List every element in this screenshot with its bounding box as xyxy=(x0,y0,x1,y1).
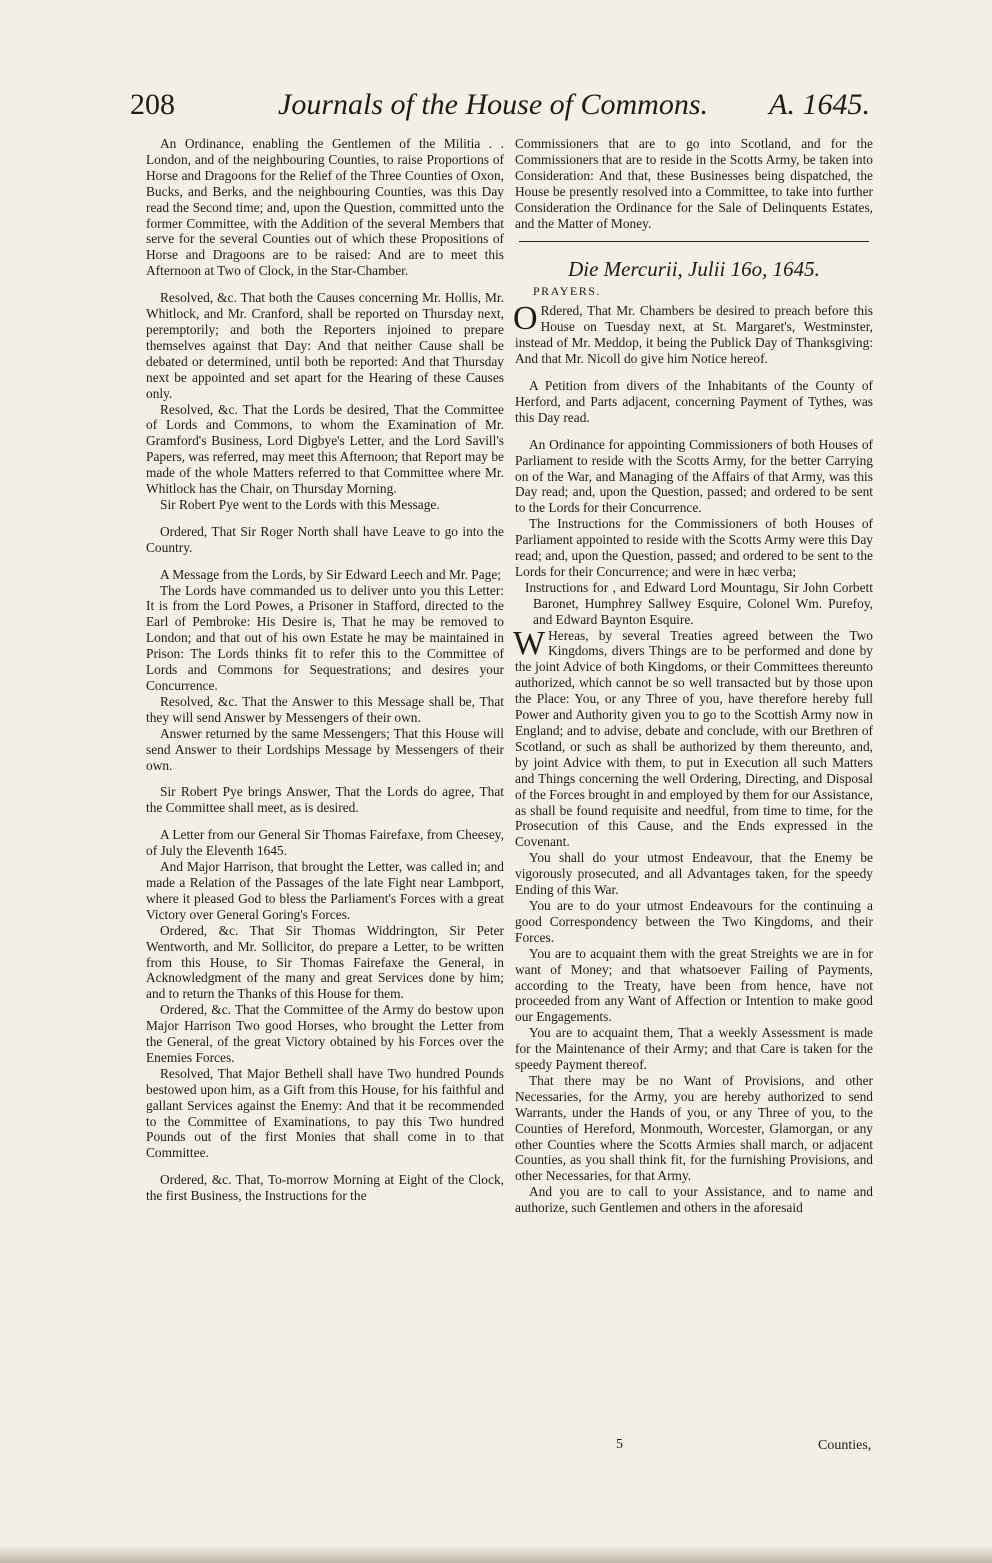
paragraph: You are to acquaint them, That a weekly Assessment is made for the Maintenance of their Army; and that Care is taken for the speedy Payment thereof. xyxy=(515,1025,873,1073)
drop-cap: W xyxy=(513,624,546,662)
paragraph: An Ordinance for appointing Commissioners of both Houses of Parliament to reside with the Scotts Army, for the better Carrying on of the War, and Managing of the Affairs of that Army, was this Day read; and, upon the Question, passed; and ordered to be sent to the Lords for their Concurrence. xyxy=(515,436,873,516)
paragraph: Resolved, That Major Bethell shall have Two hundred Pounds bestowed upon him, as a Gift from this House, for his faithful and gallant Services against the Enemy: And that it be recommended to the Committee of Examinations, to pay this Two hundred Pounds out of the first Monies that shall come in to that Committee. xyxy=(146,1065,504,1161)
paragraph: An Ordinance, enabling the Gentlemen of the Militia . . London, and of the neighbouring Counties, to raise Proportions of Horse and Dragoons for the Relief of the Three Counties of Oxon, Bucks, and Berks, and the neighbouring Counties, was this Day read the Second time; and, upon the Question, committed unto the former Committee, with the Addition of the several Members that serve for the several Counties out of which these Propositions of Horse and Dragoons are to be raised: And are to meet this Afternoon at Two of Clock, in the Star-Chamber. xyxy=(146,136,504,279)
section-divider xyxy=(519,241,869,242)
running-year: A. 1645. xyxy=(769,88,870,121)
paragraph: Resolved, &c. That the Answer to this Message shall be, That they will send Answer by Messengers of their own. xyxy=(146,693,504,725)
paragraph: Commissioners that are to go into Scotland, and for the Commissioners that are to reside in the Scotts Army, be taken into Consideration: And that, these Businesses being dispatched, the House be presently resolved into a Committee, to take into further Consideration the Ordinance for the Sale of Delinquents Estates, and the Matter of Money. xyxy=(515,136,873,231)
paragraph: W Hereas, by several Treaties agreed between the Two Kingdoms, divers Things are to be performed and done by the joint Advice of both Kingdoms, or their Committees thereunto authorized, which cannot be so well transacted but by those upon the Place: You, or any Three of you, have therefore hereby full Power and Authority given you to go to the Scottish Army now in England; and to advise, debate and conclude, with our Brethren of Scotland, or such as shall be authorized by them thereunto, and, by joint Advice with them, to put in Execution all such Matters and Things concerning the well Ordering, Directing, and Disposal of the Forces brought in and employed by them for our Assistance, as shall be found requisite and needful, from time to time, for the Prosecution of this Cause, and the Ends expressed in the Covenant. xyxy=(513,624,873,850)
instructions-heading: Instructions for , and Edward Lord Mountagu, Sir John Corbett Baronet, Humphrey Sallwey Esquire, Colonel Wm. Purefoy, and Edward Baynton Esquire. xyxy=(525,579,873,627)
paragraph: That there may be no Want of Provisions, and other Necessaries, for the Army, you are hereby authorized to send Warrants, under the Hands of you, or any Three of you, to the Counties of Hereford, Monmouth, Worcester, Glamorgan, or any other Counties where the Scotts Armies shall march, or adjacent Counties, as you shall think fit, for the furnishing Provisions, and other Necessaries, for that Army. xyxy=(515,1072,873,1184)
signature-mark: 5 xyxy=(616,1437,623,1452)
page-number: 208 xyxy=(130,88,175,121)
paragraph: A Letter from our General Sir Thomas Fairefaxe, from Cheesey, of July the Eleventh 1645. xyxy=(146,827,504,859)
date-heading: Die Mercurii, Julii 16o, 1645. xyxy=(568,257,820,282)
paragraph: A Petition from divers of the Inhabitants of the County of Herford, and Parts adjacent, concerning Payment of Tythes, was this Day read. xyxy=(515,377,873,425)
drop-cap: O xyxy=(513,300,538,338)
running-title: Journals of the House of Commons. xyxy=(278,88,708,121)
paragraph: Resolved, &c. That both the Causes concerning Mr. Hollis, Mr. Whitlock, and Mr. Cranford, shall be reported on Thursday next, peremptorily; and both the Reporters injoined to prepare themselves against that Day: And that neither Cause shall be debated or determined, until both be reported: And that Thursday next be appointed and set apart for the Hearing of these Causes only. xyxy=(146,290,504,401)
paragraph: And Major Harrison, that brought the Letter, was called in; and made a Relation of the Passages of the late Fight near Lambport, where it pleased God to bless the Parliament's Forces with a great Victory over General Goring's Forces. xyxy=(146,859,504,922)
left-column xyxy=(146,136,504,1204)
paragraph: Sir Robert Pye went to the Lords with this Message. xyxy=(160,496,440,512)
paragraph: The Instructions for the Commissioners of both Houses of Parliament appointed to reside with the Scotts Army were this Day read; and, upon the Question, passed; and ordered to be sent to the Lords for their Concurrence; and were in hæc verba; xyxy=(515,516,873,579)
catchword: Counties, xyxy=(818,1438,872,1453)
right-column xyxy=(515,136,873,1216)
paragraph: A Message from the Lords, by Sir Edward Leech and Mr. Page; xyxy=(160,566,502,582)
paragraph: Sir Robert Pye brings Answer, That the Lords do agree, That the Committee shall meet, as is desired. xyxy=(146,784,504,816)
paragraph: Answer returned by the same Messengers; That this House will send Answer to their Lordships Message by Messengers of their own. xyxy=(146,725,504,773)
paragraph: Ordered, That Sir Roger North shall have Leave to go into the Country. xyxy=(146,523,504,555)
paragraph: And you are to call to your Assistance, and to name and authorize, such Gentlemen and others in the aforesaid xyxy=(515,1184,873,1216)
paragraph: Ordered, &c. That, To-morrow Morning at Eight of the Clock, the first Business, the Instructions for the xyxy=(146,1172,504,1204)
prayers-heading: PRAYERS. xyxy=(533,284,601,299)
page-header xyxy=(130,88,870,128)
paragraph: O Rdered, That Mr. Chambers be desired to preach before this House on Tuesday next, at St. Margaret's, Westminster, instead of Mr. Meddop, it being the Publick Day of Thanksgiving: And that Mr. Nicoll do give him Notice hereof. xyxy=(513,300,873,367)
page-edge-shadow xyxy=(0,1545,992,1563)
paragraph: Ordered, &c. That the Committee of the Army do bestow upon Major Harrison Two good Horses, who brought the Letter from the General, of the great Victory obtained by his Forces over the Enemies Forces. xyxy=(146,1002,504,1065)
paragraph: You are to do your utmost Endeavours for the continuing a good Correspondency between the Two Kingdoms, and their Forces. xyxy=(515,897,873,945)
paragraph: Resolved, &c. That the Lords be desired, That the Committee of Lords and Commons, to whom the Examination of Mr. Gramford's Business, Lord Digbye's Letter, and the Lord Savill's Papers, was referred, may meet this Afternoon; that Report may be made of the whole Matters referred to that Committee where Mr. Whitlock has the Chair, on Thursday Morning. xyxy=(146,401,504,497)
paragraph: You are to acquaint them with the great Streights we are in for want of Money; and that whatsoever Failing of Payments, according to the Treaty, have been from hence, have not proceeded from any Want of Affection or Intention to make good our Engagements. xyxy=(515,945,873,1025)
paragraph: The Lords have commanded us to deliver unto you this Letter: It is from the Lord Powes, a Prisoner in Stafford, directed to the Earl of Pembroke: His Desire is, That he may be removed to London; and that out of his own Estate he may be maintained in Prison: The Lords thinks fit to refer this to the Committee of Lords and Commons for Sequestrations; and desires your Concurrence. xyxy=(146,582,504,693)
paragraph: You shall do your utmost Endeavour, that the Enemy be vigorously prosecuted, and all Advantages taken, for the speedy Ending of this War. xyxy=(515,850,873,898)
paragraph: Ordered, &c. That Sir Thomas Widdrington, Sir Peter Wentworth, and Mr. Sollicitor, do prepare a Letter, to be written from this House, to Sir Thomas Fairefaxe the General, in Acknowledgment of the many and great Services done by him; and to return the Thanks of this House for them. xyxy=(146,922,504,1002)
